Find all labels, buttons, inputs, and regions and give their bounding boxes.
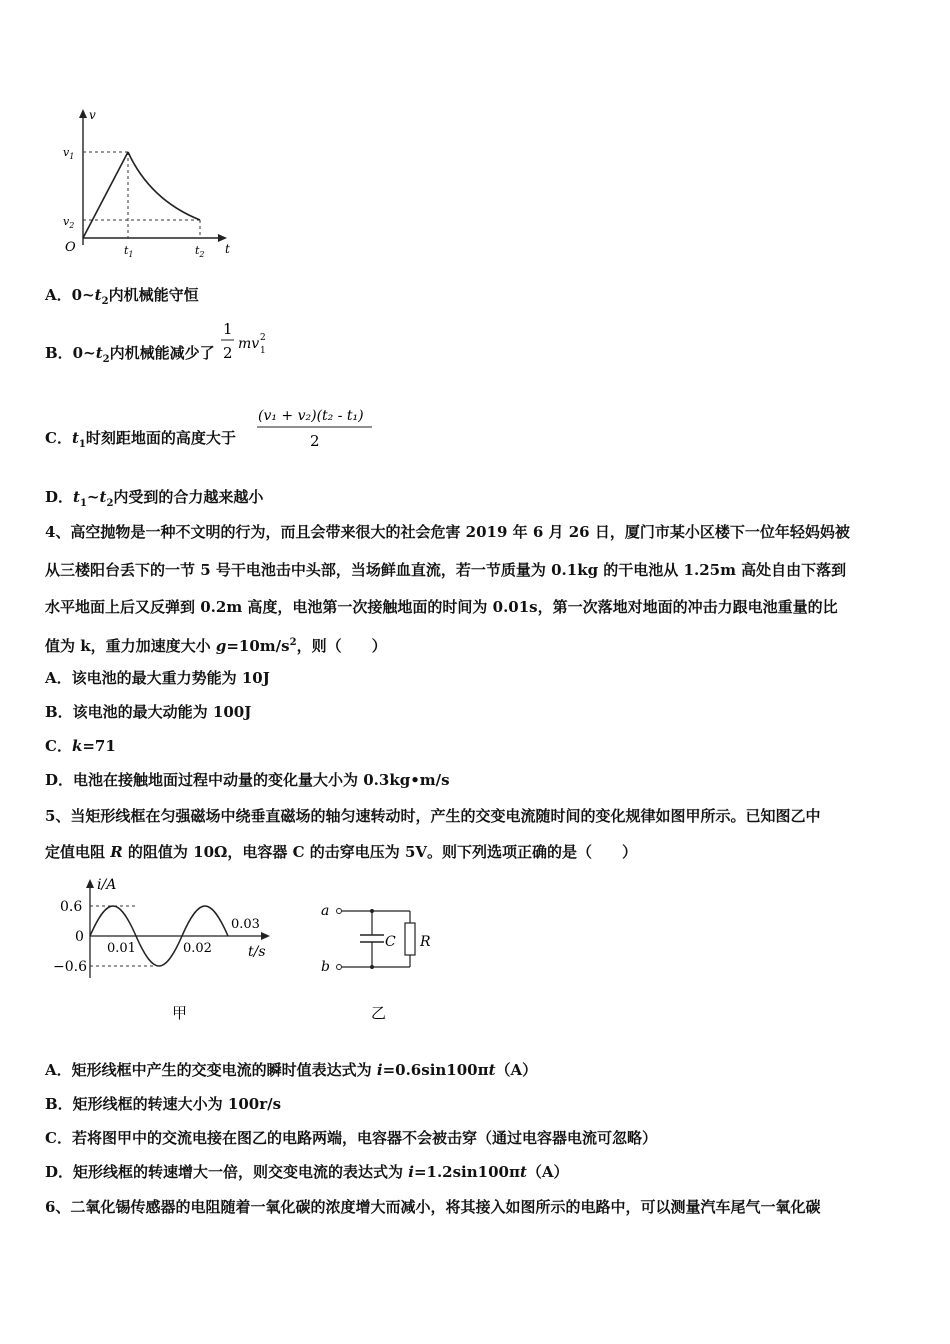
v1-label: $v_1$ — [63, 146, 75, 161]
v-axis-arrow — [79, 109, 87, 118]
t-axis-label: t/s — [248, 944, 266, 960]
svg-text:2: 2 — [310, 432, 320, 450]
tick-label-002: 0.02 — [183, 941, 212, 956]
q4-option-c[interactable]: C．k=71 — [45, 737, 116, 755]
q4-stem-line-3: 水平地面上后又反弹到 0.2m 高度，电池第一次接触地面的时间为 0.01s，第一次落地对地面的冲击力跟电池重量的比 — [45, 598, 838, 616]
rising-segment — [83, 152, 128, 238]
v-axis-label: v — [89, 108, 96, 122]
q5-option-d[interactable]: D．矩形线框的转速增大一倍，则交变电流的表达式为 i=1.2sin100πt（A） — [45, 1163, 569, 1181]
q4-stem-line-4: 值为 k，重力加速度大小 $g=10m/s^2$，则（ ） — [45, 637, 387, 655]
tick-label-pos: 0.6 — [60, 899, 83, 915]
q4-stem-line-2: 从三楼阳台丢下的一节 5 号干电池击中头部，当场鲜血直流，若一节质量为 0.1kg 的干电池从 1.25m 高处自由下落到 — [45, 561, 847, 579]
q5-stem-line-2: 定值电阻 R 的阻值为 10Ω，电容器 C 的击穿电压为 5V。则下列选项正确的是（ ） — [45, 843, 638, 861]
q5-option-b[interactable]: B．矩形线框的转速大小为 100r/s — [45, 1095, 282, 1113]
t-axis-arrow — [218, 234, 227, 242]
svg-text:2: 2 — [260, 333, 266, 343]
q3-option-c[interactable]: C．$t_1$时刻距地面的高度大于 — [45, 429, 236, 450]
resistor-label: R — [420, 934, 431, 950]
svg-text:mv: mv — [238, 336, 260, 352]
terminal-a-label: a — [321, 903, 330, 919]
i-axis-label: i/A — [97, 877, 117, 893]
q3-option-c-formula — [255, 400, 380, 452]
tick-label-zero: 0 — [75, 929, 84, 945]
svg-text:1: 1 — [223, 320, 233, 338]
q3-option-d[interactable]: D．$t_1\sim t_2$内受到的合力越来越小 — [45, 488, 264, 509]
i-axis-arrow — [86, 879, 94, 888]
t1-label: $t_1$ — [124, 244, 134, 259]
svg-text:1: 1 — [260, 346, 266, 356]
terminal-b-label: b — [321, 959, 330, 975]
q3-option-b[interactable]: B．$0\sim t_2$内机械能减少了 — [45, 344, 215, 365]
q5-stem-line-1: 5、当矩形线框在匀强磁场中绕垂直磁场的轴匀速转动时，产生的交变电流随时间的变化规律如图甲所示。已知图乙中 — [45, 807, 821, 825]
q4-option-a[interactable]: A．该电池的最大重力势能为 10J — [45, 669, 270, 687]
svg-text:2: 2 — [223, 344, 233, 362]
q5-option-a[interactable]: A．矩形线框中产生的交变电流的瞬时值表达式为 i=0.6sin100πt（A） — [45, 1061, 538, 1079]
v2-label: $v_2$ — [63, 215, 75, 230]
q4-stem-line-1: 4、高空抛物是一种不文明的行为，而且会带来很大的社会危害 2019 年 6 月 26 日，厦门市某小区楼下一位年轻妈妈被 — [45, 523, 850, 541]
q4-option-b[interactable]: B．该电池的最大动能为 100J — [45, 703, 252, 721]
figure-yi-circuit — [315, 895, 455, 1030]
decaying-curve — [128, 152, 200, 220]
tick-label-001: 0.01 — [107, 941, 136, 956]
t-axis-arrow — [261, 932, 270, 940]
origin-label: O — [65, 240, 76, 255]
q5-option-c[interactable]: C．若将图甲中的交流电接在图乙的电路两端，电容器不会被击穿（通过电容器电流可忽略） — [45, 1129, 657, 1147]
t2-label: $t_2$ — [195, 244, 205, 259]
svg-text:(v₁ + v₂)(t₂ - t₁): (v₁ + v₂)(t₂ - t₁) — [258, 408, 364, 424]
velocity-time-graph — [55, 105, 245, 265]
q4-option-d[interactable]: D．电池在接触地面过程中动量的变化量大小为 0.3kg•m/s — [45, 771, 450, 789]
caption-yi: 乙 — [371, 1004, 387, 1022]
caption-jia: 甲 — [172, 1004, 188, 1022]
q3-option-b-formula — [219, 318, 279, 366]
capacitor-label: C — [385, 934, 396, 950]
t-axis-label: t — [225, 242, 230, 256]
q3-option-a[interactable]: A．$0\sim t_2$内机械能守恒 — [45, 286, 199, 307]
resistor — [405, 923, 415, 955]
q6-stem-line-1: 6、二氧化锡传感器的电阻随着一氧化碳的浓度增大而减小，将其接入如图所示的电路中，可以测量汽车尾气一氧化碳 — [45, 1198, 821, 1216]
tick-label-003: 0.03 — [231, 917, 260, 932]
figure-jia-current-graph — [45, 873, 285, 1028]
terminal-a — [337, 909, 342, 914]
terminal-b — [337, 965, 342, 970]
tick-label-neg: −0.6 — [53, 959, 87, 975]
